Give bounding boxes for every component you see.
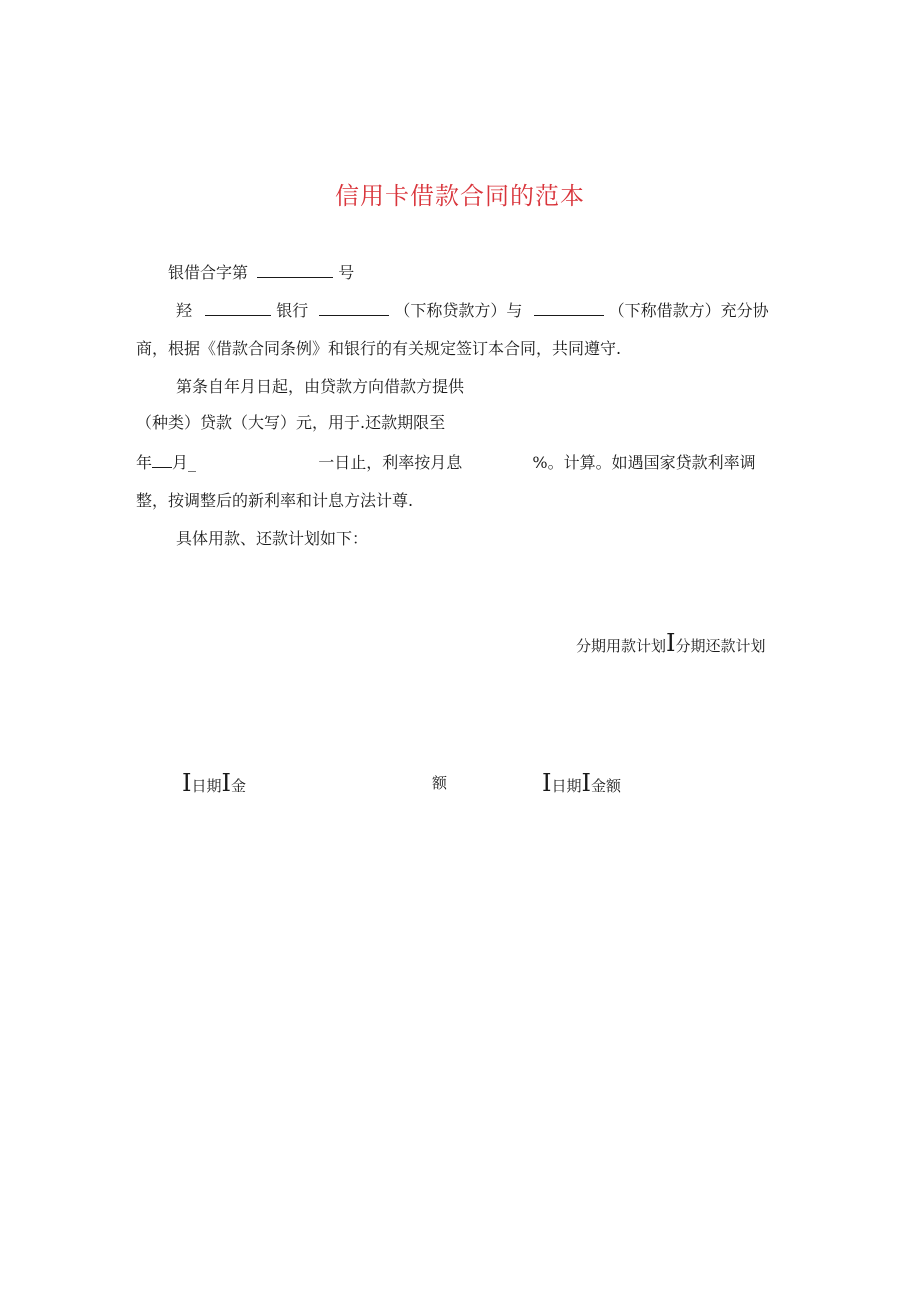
column-headers: [182, 769, 246, 797]
rate-line: [136, 452, 756, 474]
document-title: 信用卡借款合同的范本: [335, 182, 585, 210]
column-headers-right: [542, 769, 621, 797]
parties-word1: 羟: [176, 301, 193, 320]
plan-header: [576, 629, 766, 657]
party-blank-1[interactable]: [205, 301, 271, 316]
rate-month: 月_: [172, 453, 197, 472]
column-bar-2: I: [221, 769, 231, 797]
lender-blank[interactable]: [319, 301, 389, 316]
column-bar-1: I: [182, 769, 192, 797]
parties-bank: 银行: [276, 301, 309, 320]
month-blank[interactable]: [152, 453, 172, 468]
column-amount-2: 金额: [590, 777, 621, 795]
borrower-note: （下称借款方）充分协: [608, 301, 769, 320]
parties-line: [176, 300, 769, 322]
plan-header-left: 分期用款计划: [576, 637, 667, 655]
contract-number-line: [168, 262, 354, 284]
rate-year: 年: [136, 453, 153, 472]
column-amount-1b-wrap: [432, 772, 447, 794]
adjust-line: 整，按调整后的新利率和计息方法计尊.: [136, 491, 414, 510]
clause1-line: 第条自年月日起，由贷款方向借款方提供: [176, 377, 465, 396]
plan-intro-line: 具体用款、还款计划如下：: [176, 529, 369, 548]
contract-number-blank[interactable]: [257, 263, 333, 278]
basis-line: 商，根据《借款合同条例》和银行的有关规定签订本合同，共同遵守.: [136, 339, 622, 358]
rate-tail: %。计算。如遇国家贷款利率调: [532, 453, 756, 472]
column-bar-4: I: [581, 769, 591, 797]
borrower-blank[interactable]: [534, 301, 604, 316]
column-date-1: 日期: [191, 777, 222, 795]
column-amount-1b: 额: [432, 774, 448, 792]
clause2-line: （种类）贷款（大写）元，用于.还款期限至: [136, 413, 446, 432]
lender-note: （下称贷款方）与: [394, 301, 523, 320]
contract-number-prefix: 银借合字第: [168, 263, 249, 282]
plan-header-divider: I: [666, 629, 676, 657]
rate-end: 一日止，利率按月息: [318, 453, 463, 472]
column-bar-3: I: [542, 769, 552, 797]
plan-header-right: 分期还款计划: [675, 637, 766, 655]
column-amount-1a: 金: [230, 777, 246, 795]
contract-number-suffix: 号: [338, 263, 355, 282]
column-date-2: 日期: [551, 777, 582, 795]
